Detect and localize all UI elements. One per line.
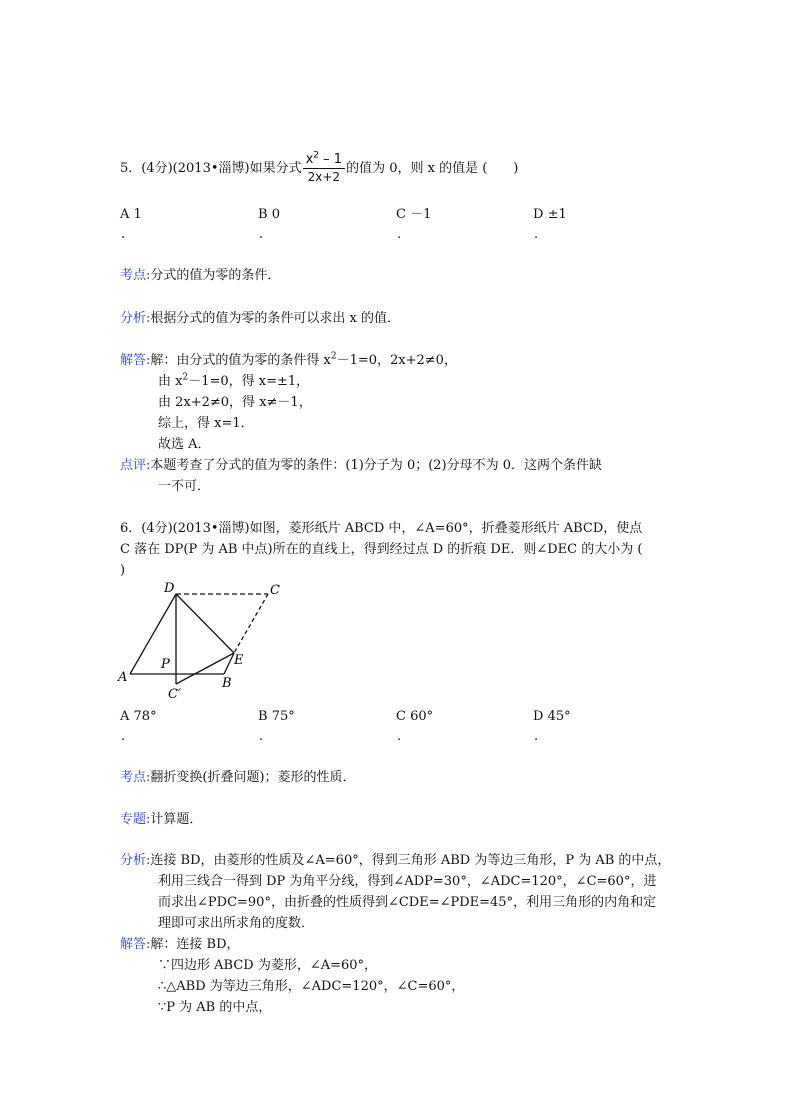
q5-option-b[interactable]: B 0 bbox=[258, 207, 280, 222]
q5-fenxi-text: 根据分式的值为零的条件可以求出 x 的值． bbox=[150, 311, 400, 326]
q5-option-a-dot: . bbox=[121, 227, 126, 242]
q6-option-c-dot: . bbox=[397, 729, 402, 744]
q6-zhuanti bbox=[120, 809, 202, 830]
q5-fenxi-label: 分析: bbox=[120, 311, 151, 326]
q5-option-d[interactable]: D ±1 bbox=[533, 207, 567, 222]
q5-kaodian-label: 考点: bbox=[120, 268, 151, 283]
q6-label-c: C bbox=[270, 583, 280, 598]
q6-side-ce bbox=[234, 594, 268, 653]
q6-jieda-line3: ∴△ABD 为等边三角形，∠ADC=120°，∠C=60°， bbox=[158, 979, 465, 994]
q5-jieda-line5: 故选 A． bbox=[158, 437, 211, 452]
q6-kaodian bbox=[120, 767, 356, 788]
q6-stem-line2: C 落在 DP(P 为 AB 中点)所在的直线上，得到经过点 D 的折痕 DE．则∠DEC 的大小为 ( bbox=[120, 542, 643, 557]
q5-jieda-line3: 由 2x+2≠0，得 x≠－1， bbox=[158, 395, 312, 410]
q5-kaodian bbox=[120, 265, 280, 286]
q5-option-c[interactable]: C －1 bbox=[396, 207, 432, 222]
q6-stem-line1: 6．(4分)(2013•淄博)如图，菱形纸片 ABCD 中，∠A=60°，折叠菱形纸片 ABCD，使点 bbox=[120, 521, 643, 536]
q5-jieda bbox=[120, 350, 457, 371]
q5-option-b-dot: . bbox=[259, 227, 264, 242]
q5-option-a[interactable]: A 1 bbox=[120, 207, 142, 222]
q5-jieda-line2: 由 $x^2-1=0$，得 x=±1， bbox=[158, 372, 310, 389]
q6-kaodian-label: 考点: bbox=[120, 770, 151, 785]
q5-dianping bbox=[120, 455, 602, 476]
q6-option-a[interactable]: A 78° bbox=[120, 709, 157, 724]
q6-label-a: A bbox=[118, 670, 128, 685]
q6-option-c[interactable]: C 60° bbox=[396, 709, 434, 724]
q6-line-de bbox=[176, 594, 234, 653]
q5-fraction bbox=[303, 152, 345, 185]
q5-stem bbox=[120, 152, 518, 186]
q6-fenxi-line4: 理即可求出所求角的度数． bbox=[158, 916, 315, 931]
q6-fenxi bbox=[120, 850, 670, 871]
q6-option-d-dot: . bbox=[534, 729, 539, 744]
q5-jieda-label: 解答: bbox=[120, 353, 151, 368]
q6-option-b[interactable]: B 75° bbox=[258, 709, 295, 724]
q6-option-d[interactable]: D 45° bbox=[533, 709, 571, 724]
q6-label-e: E bbox=[234, 653, 244, 668]
q5-stem-post: 的值为 0，则 x 的值是 ( ) bbox=[346, 161, 519, 176]
q5-fraction-denominator: 2x+2 bbox=[307, 170, 341, 184]
q6-fenxi-line1: 连接 BD，由菱形的性质及∠A=60°，得到三角形 ABD 为等边三角形，P 为 AB 的中点， bbox=[150, 853, 671, 868]
q6-label-c-prime: C′ bbox=[168, 687, 181, 702]
q6-option-a-dot: . bbox=[121, 729, 126, 744]
q5-option-c-dot: . bbox=[397, 227, 402, 242]
q6-fenxi-line2: 利用三线合一得到 DP 为角平分线，得到∠ADP=30°，∠ADC=120°，∠C=60°，进 bbox=[158, 874, 657, 889]
q5-jieda-line4: 综上，得 x=1． bbox=[158, 416, 254, 431]
q5-stem-pre: 5．(4分)(2013•淄博)如果分式 bbox=[120, 161, 302, 176]
q5-fraction-numerator: $x^2 - 1$ bbox=[303, 152, 345, 169]
q6-jieda-line2: ∵四边形 ABCD 为菱形，∠A=60°， bbox=[158, 958, 378, 973]
q5-fenxi bbox=[120, 308, 400, 329]
q6-jieda-line1: 解：连接 BD， bbox=[150, 937, 240, 952]
q5-dianping-label: 点评: bbox=[120, 458, 151, 473]
q5-jieda-line1: 解：由分式的值为零的条件得 $x^2-1=0$，2x+2≠0， bbox=[150, 351, 457, 368]
q6-stem-line3: ) bbox=[120, 563, 126, 578]
q5-dianping-line2: 一不可． bbox=[158, 479, 211, 494]
q6-label-d: D bbox=[164, 581, 175, 596]
q6-label-p: P bbox=[161, 657, 170, 672]
q5-option-d-dot: . bbox=[534, 227, 539, 242]
q6-fenxi-label: 分析: bbox=[120, 853, 151, 868]
q6-jieda-line4: ∵P 为 AB 的中点， bbox=[158, 1000, 272, 1015]
q6-fenxi-line3: 而求出∠PDC=90°，由折叠的性质得到∠CDE=∠PDE=45°，利用三角形的内角和定 bbox=[158, 895, 657, 910]
q6-jieda bbox=[120, 934, 240, 955]
q5-dianping-line1: 本题考查了分式的值为零的条件：(1)分子为 0；(2)分母不为 0．这两个条件缺 bbox=[150, 458, 603, 473]
q6-jieda-label: 解答: bbox=[120, 937, 151, 952]
q6-zhuanti-text: 计算题． bbox=[150, 812, 203, 827]
q6-kaodian-text: 翻折变换(折叠问题)；菱形的性质． bbox=[150, 770, 356, 785]
q6-zhuanti-label: 专题: bbox=[120, 812, 151, 827]
q6-rhombus-figure bbox=[110, 578, 300, 702]
q6-option-b-dot: . bbox=[259, 729, 264, 744]
q5-kaodian-text: 分式的值为零的条件． bbox=[150, 268, 281, 283]
q6-label-b: B bbox=[222, 676, 232, 691]
